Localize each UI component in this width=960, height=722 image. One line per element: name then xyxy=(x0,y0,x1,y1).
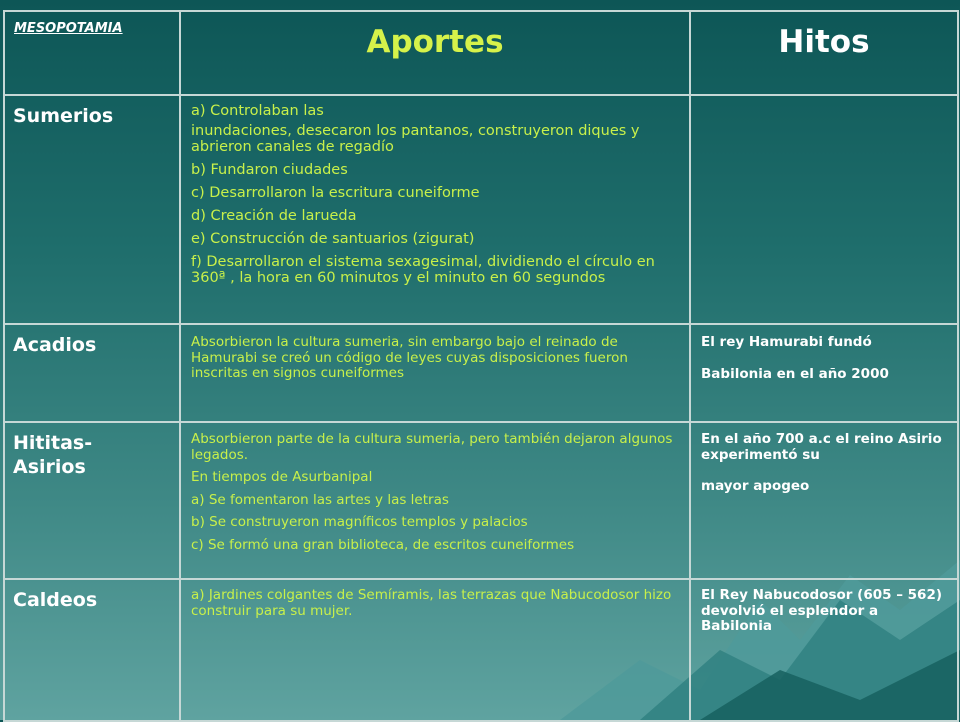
civilization-name: Hititas-Asirios xyxy=(13,432,93,478)
mesopotamia-label: MESOPOTAMIA xyxy=(14,21,123,36)
hitos-heading: Hitos xyxy=(778,24,870,60)
civilization-cell xyxy=(4,324,180,422)
aporte-item: f) Desarrollaron el sistema sexagesimal, dividiendo el círculo en 360ª , la hora en 60 minutos y el minuto en 60 segundos xyxy=(191,254,655,286)
aporte-item: a) Se fomentaron las artes y las letras xyxy=(191,491,449,508)
mesopotamia-table xyxy=(3,10,959,722)
header-cell-hitos xyxy=(690,11,958,95)
aporte-item: c) Desarrollaron la escritura cuneiforme xyxy=(191,185,480,201)
hito-item: mayor apogeo xyxy=(701,478,810,494)
aportes-heading: Aportes xyxy=(366,24,504,60)
row-sumerios xyxy=(4,95,958,324)
aporte-item: En tiempos de Asurbanipal xyxy=(191,469,373,485)
civilization-name: Caldeos xyxy=(13,589,98,611)
aporte-item: a) Controlaban las xyxy=(191,103,324,119)
header-row xyxy=(4,11,958,95)
aportes-cell xyxy=(180,422,690,579)
aportes-cell xyxy=(180,324,690,422)
civilization-cell xyxy=(4,579,180,721)
header-cell-mesopotamia xyxy=(4,11,180,95)
aportes-cell xyxy=(180,95,690,324)
hitos-cell xyxy=(690,579,958,721)
aporte-item: inundaciones, desecaron los pantanos, construyeron diques y abrieron canales de regadío xyxy=(191,123,640,155)
civilization-cell xyxy=(4,422,180,579)
row-acadios xyxy=(4,324,958,422)
civilization-name: Acadios xyxy=(13,334,97,356)
civilization-cell xyxy=(4,95,180,324)
aporte-item: Absorbieron la cultura sumeria, sin embargo bajo el reinado de Hamurabi se creó un código de leyes cuyas disposiciones fueron inscritas en signos cuneiformes xyxy=(191,334,628,381)
civilization-name: Sumerios xyxy=(13,105,114,127)
row-hititas-asirios xyxy=(4,422,958,579)
aporte-item: d) Creación de larueda xyxy=(191,208,357,224)
hito-item: En el año 700 a.c el reino Asirio experimentó su xyxy=(701,431,942,463)
aporte-item: a) Jardines colgantes de Semíramis, las terrazas que Nabucodosor hizo construir para su mujer. xyxy=(191,587,672,619)
aporte-item: Absorbieron parte de la cultura sumeria, pero también dejaron algunos legados. xyxy=(191,431,673,463)
header-cell-aportes xyxy=(180,11,690,95)
hito-item: El Rey Nabucodosor (605 – 562) devolvió el esplendor a Babilonia xyxy=(701,587,943,634)
row-caldeos xyxy=(4,579,958,721)
hito-item: Babilonia en el año 2000 xyxy=(701,365,889,382)
hito-item: El rey Hamurabi fundó xyxy=(701,334,872,350)
aporte-item: c) Se formó una gran biblioteca, de escritos cuneiformes xyxy=(191,536,575,553)
aportes-cell xyxy=(180,579,690,721)
hitos-cell xyxy=(690,422,958,579)
aporte-item: b) Se construyeron magníficos templos y palacios xyxy=(191,514,528,530)
aporte-item: b) Fundaron ciudades xyxy=(191,162,348,178)
hitos-cell xyxy=(690,324,958,422)
aporte-item: e) Construcción de santuarios (zigurat) xyxy=(191,231,475,247)
hitos-cell xyxy=(690,95,958,324)
